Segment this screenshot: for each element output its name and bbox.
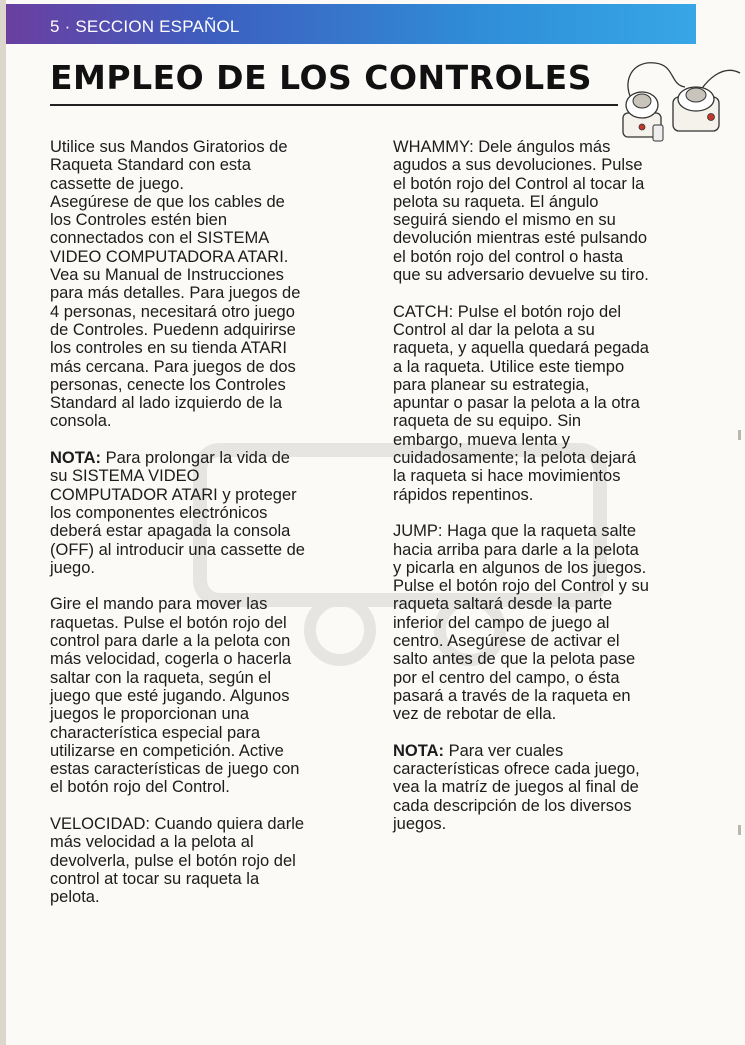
nota-features-label: NOTA:: [393, 741, 445, 760]
title-underline: [50, 104, 618, 106]
velocidad-text: VELOCIDAD: Cuando quiera darle más velocidad a la pelota al devolverla, pulse el botón rojo del control at tocar su raqueta la pelota.: [50, 814, 305, 907]
page-edge-mark: [738, 825, 741, 835]
nota-features-paragraph: [393, 742, 693, 833]
nota-features-text: Para ver cuales características ofrece cada juego, vea la matríz de juegos al final de cada descripción de los diversos juegos.: [393, 741, 640, 833]
controls-text: Gire el mando para mover las raquetas. Pulse el botón rojo del control para darle a la pelota con más velocidad, cogerla o hacerla saltar con la raqueta, según el juego que esté jugando. Algunos juegos le proporcionan una characterística especial para utilizarse en competición. Active estas características de juego con el botón rojo del Control.: [50, 595, 300, 797]
page-binding-edge: [0, 0, 6, 1045]
section-header-bar: [6, 4, 696, 44]
left-text-column: [50, 138, 350, 925]
nota-label: NOTA:: [50, 449, 102, 468]
right-text-column: [393, 138, 693, 852]
catch-text: CATCH: Pulse el botón rojo del Control al dar la pelota a su raqueta, y aquella quedará pegada a la raqueta. Utilice este tiempo para planear su estrategia, apuntar o pasar la pelota a la otra raqueta de su equipo. Sin embargo, mueva lenta y cuidadosamente; la pelota dejará la raqueta si hace movimientos rápidos repentinos.: [393, 302, 649, 504]
intro-paragraph: [50, 138, 350, 431]
page-title: EMPLEO DE LOS CONTROLES: [50, 58, 592, 97]
jump-paragraph: [393, 522, 693, 723]
whammy-text: WHAMMY: Dele ángulos más agudos a sus devoluciones. Pulse el botón rojo del Control al tocar la pelota su raqueta. El ángulo seguirá siendo el mismo en su devolución mientras esté pulsando el botón rojo del control o hasta que su adversario devuelve su tiro.: [393, 138, 649, 285]
catch-paragraph: [393, 303, 693, 504]
paddle-controllers-icon: [615, 55, 745, 145]
nota-paragraph: [50, 449, 350, 577]
whammy-paragraph: [393, 138, 693, 284]
nota-text: Para prolongar la vida de su SISTEMA VIDEO COMPUTADOR ATARI y proteger los componentes electrónicos deberá estar apagada la consola (OFF) al introducir una cassette de juego.: [50, 449, 305, 577]
velocidad-paragraph: [50, 815, 350, 906]
page-edge-mark: [738, 430, 741, 440]
section-label: 5 · SECCION ESPAÑOL: [50, 17, 240, 36]
intro-text: Utilice sus Mandos Giratorios de Raqueta Standard con esta cassette de juego. Asegúrese de que los cables de los Controles estén bien connectados con el SISTEMA VIDEO COMPUTADORA ATARI. Vea su Manual de Instrucciones para más detalles. Para juegos de 4 personas, necesitará otro juego de Controles. Puedenn adquirirse los controles en su tienda ATARI más cercana. Para juegos de dos personas, cenecte los Controles Standard al lado izquierdo de la consola.: [50, 138, 301, 431]
controls-paragraph: [50, 595, 350, 796]
jump-text: JUMP: Haga que la raqueta salte hacia arriba para darle a la pelota y picarla en algunos de los juegos. Pulse el botón rojo del Control y su raqueta saltará desde la parte inferior del campo de juego al centro. Asegúrese de activar el salto antes de que la pelota pase por el centro del campo, o ésta pasará a través de la raqueta en vez de rebotar de ella.: [393, 522, 649, 724]
